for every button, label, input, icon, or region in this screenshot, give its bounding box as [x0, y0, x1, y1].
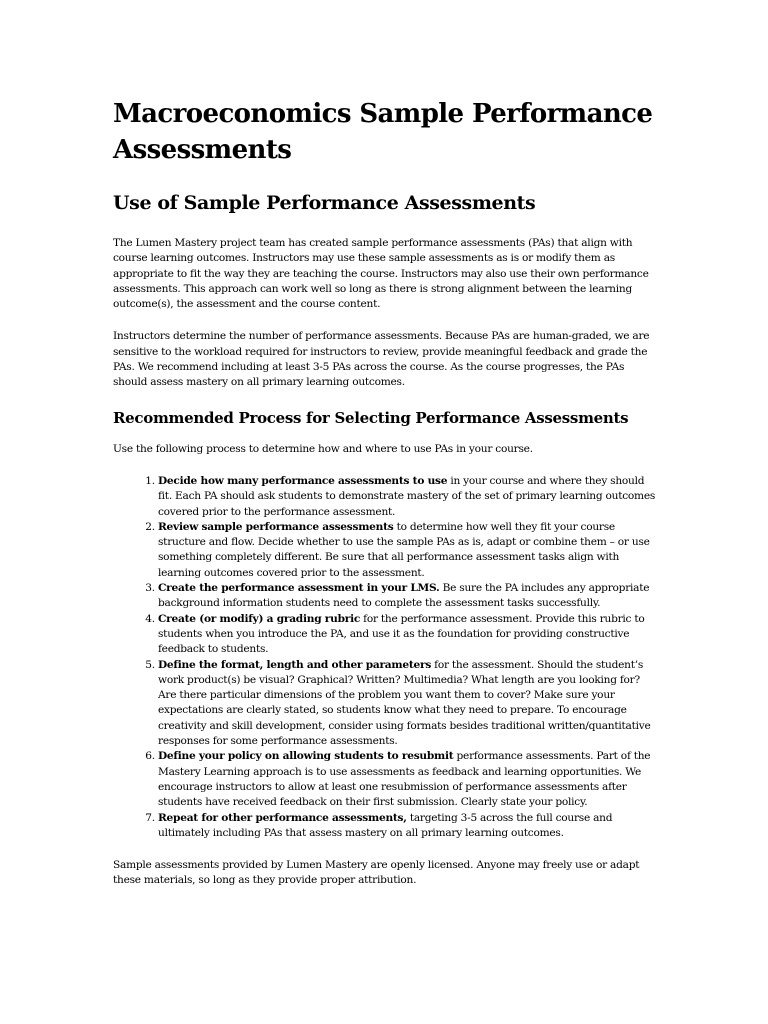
- process-step: [158, 658, 658, 750]
- closing-paragraph: Sample assessments provided by Lumen Mastery are openly licensed. Anyone may freely use or adapt these materials, so long as they provide proper attribution.: [113, 859, 640, 887]
- step-title: Define the format, length and other parameters: [158, 658, 432, 671]
- document-title: Macroeconomics Sample Performance Assessments: [113, 99, 653, 165]
- step-text: to determine how well they fit your course structure and flow. Decide whether to use the sample PAs as is, adapt or combine them – or use something completely different. Be sure that all performance assessment tasks align with learning outcomes covered prior to the assessment.: [158, 520, 650, 579]
- process-step: [158, 581, 658, 612]
- section-heading: Use of Sample Performance Assessments: [113, 192, 536, 214]
- paragraph-intro: The Lumen Mastery project team has created sample performance assessments (PAs) that align with course learning outcomes. Instructors may use these sample assessments as is or modify them as appropriate to fit the way they are teaching the course. Instructors may also use their own performance assessments. This approach can work well so long as there is strong alignment between the learning outcome(s), the assessment and the course content.: [113, 237, 649, 311]
- step-title: Decide how many performance assessments to use: [158, 474, 448, 487]
- process-step: [158, 520, 658, 581]
- process-step: [158, 811, 658, 842]
- step-text: for the assessment. Should the student’s work product(s) be visual? Graphical? Written? Multimedia? What length are you looking for? Are there particular dimensions of the problem you want them to cover? Make sure your expectations are clearly stated, so students know what they need to prepare. To encourage creativity and skill development, consider using formats besides traditional written/quantitative responses for some performance assessments.: [158, 658, 651, 748]
- process-steps-list: [113, 474, 658, 841]
- document-page: [113, 96, 658, 906]
- process-step: [158, 612, 658, 658]
- step-title: Review sample performance assessments: [158, 520, 394, 533]
- step-title: Create (or modify) a grading rubric: [158, 612, 361, 625]
- step-title: Define your policy on allowing students to resubmit: [158, 750, 454, 763]
- step-text: for the performance assessment. Provide this rubric to students when you introduce the PA, and use it as the foundation for providing constructive feedback to students.: [158, 612, 645, 656]
- process-step: [158, 749, 658, 810]
- step-text: Be sure the PA includes any appropriate background information students need to complete the assessment tasks successfully.: [158, 582, 650, 610]
- step-text: performance assessments. Part of the Mastery Learning approach is to use assessments as feedback and learning opportunities. We encourage instructors to allow at least one resubmission of performance assessments after students have received feedback on their first submission. Clearly state your policy.: [158, 750, 651, 809]
- subsection-heading: Recommended Process for Selecting Performance Assessments: [113, 408, 629, 427]
- step-title: Repeat for other performance assessments,: [158, 811, 407, 824]
- process-intro: Use the following process to determine how and where to use PAs in your course.: [113, 442, 533, 455]
- step-title: Create the performance assessment in your LMS.: [158, 582, 440, 595]
- process-step: [158, 474, 658, 520]
- step-text: in your course and where they should fit. Each PA should ask students to demonstrate mastery of the set of primary learning outcomes covered prior to the performance assessment.: [158, 474, 656, 518]
- paragraph-workload: Instructors determine the number of performance assessments. Because PAs are human-graded, we are sensitive to the workload required for instructors to review, provide meaningful feedback and grade the PAs. We recommend including at least 3-5 PAs across the course. As the course progresses, the PAs should assess mastery on all primary learning outcomes.: [113, 330, 650, 389]
- step-text: targeting 3-5 across the full course and ultimately including PAs that assess mastery on all primary learning outcomes.: [158, 811, 613, 839]
